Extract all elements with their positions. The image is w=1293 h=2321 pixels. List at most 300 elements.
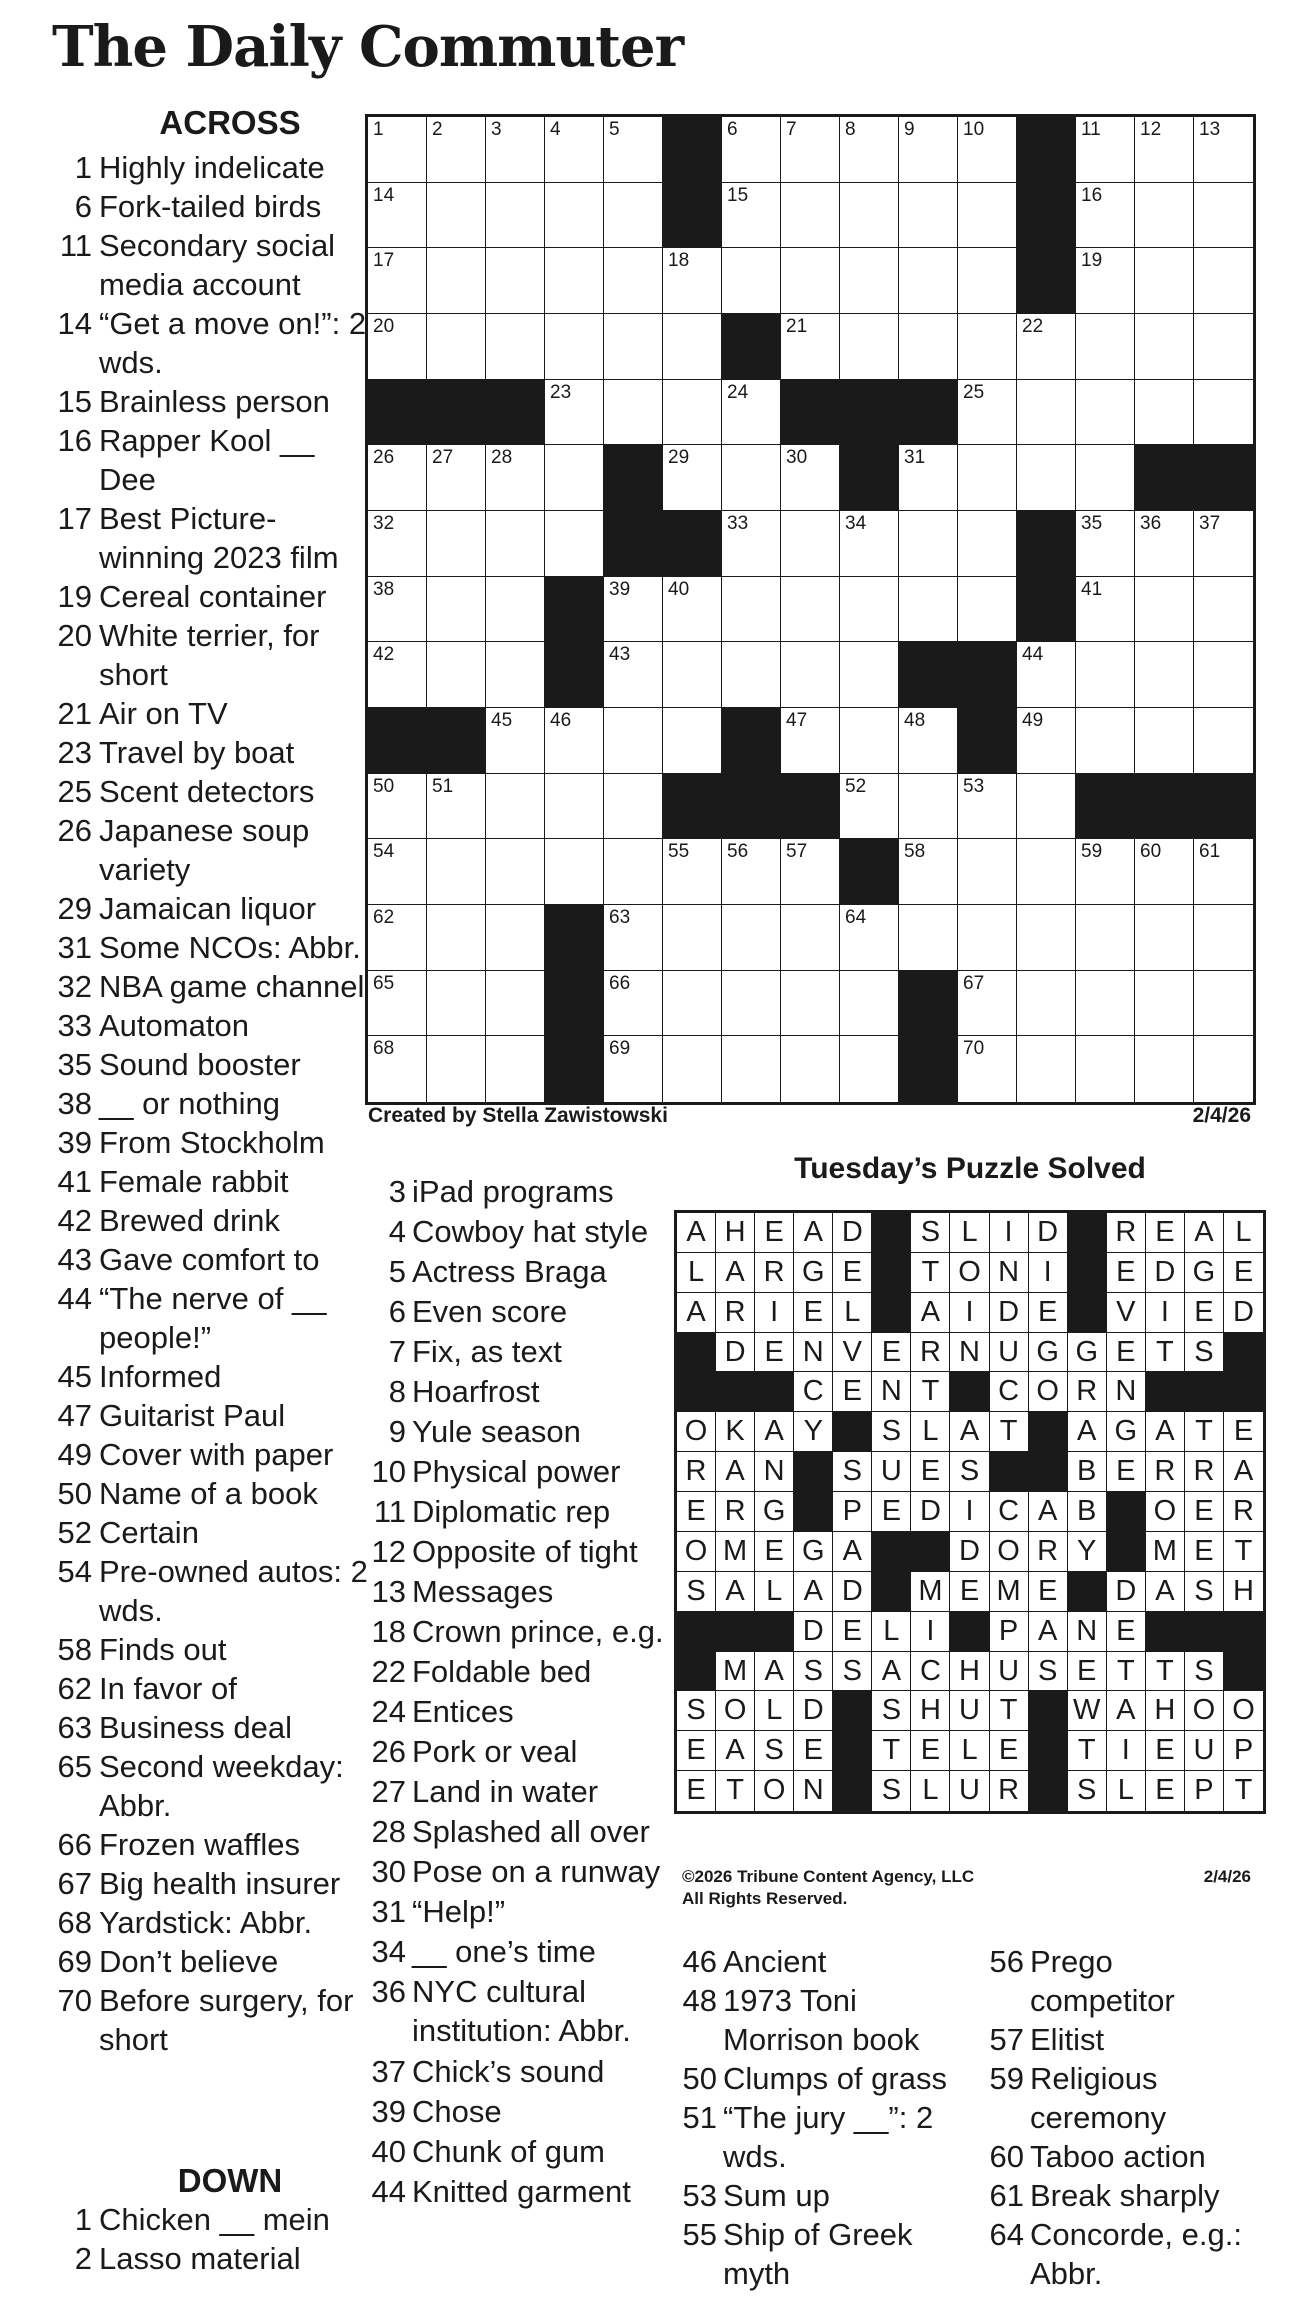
grid-cell[interactable] [722, 511, 781, 577]
grid-cell[interactable] [1146, 1213, 1185, 1253]
grid-cell[interactable] [990, 1333, 1029, 1373]
grid-cell[interactable] [1146, 1333, 1185, 1373]
clue-6[interactable] [52, 187, 379, 226]
grid-cell[interactable] [545, 314, 604, 380]
grid-cell[interactable] [1146, 1452, 1185, 1492]
clue-16[interactable] [52, 421, 379, 499]
grid-cell[interactable] [990, 1691, 1029, 1731]
grid-cell[interactable] [486, 511, 545, 577]
grid-cell[interactable] [716, 1572, 755, 1612]
grid-cell[interactable] [911, 1731, 950, 1771]
grid-cell[interactable] [716, 1691, 755, 1731]
grid-cell[interactable] [427, 774, 486, 840]
grid-cell[interactable] [1185, 1213, 1224, 1253]
grid-cell[interactable] [872, 1652, 911, 1692]
grid-cell[interactable] [872, 1372, 911, 1412]
clue-39[interactable] [360, 2092, 680, 2131]
grid-cell[interactable] [872, 1612, 911, 1652]
grid-cell[interactable] [781, 708, 840, 774]
grid-cell[interactable] [899, 445, 958, 511]
grid-cell[interactable] [663, 248, 722, 314]
grid-cell[interactable] [1017, 971, 1076, 1037]
clue-60[interactable] [980, 2137, 1260, 2176]
grid-cell[interactable] [716, 1771, 755, 1811]
grid-cell[interactable] [1194, 708, 1253, 774]
grid-cell[interactable] [899, 905, 958, 971]
grid-cell[interactable] [950, 1412, 989, 1452]
clue-14[interactable] [52, 304, 379, 382]
grid-cell[interactable] [1076, 511, 1135, 577]
grid-cell[interactable] [1029, 1213, 1068, 1253]
grid-cell[interactable] [716, 1452, 755, 1492]
grid-cell[interactable] [1146, 1652, 1185, 1692]
grid-cell[interactable] [1185, 1492, 1224, 1532]
grid-cell[interactable] [677, 1771, 716, 1811]
grid-cell[interactable] [1146, 1771, 1185, 1811]
grid-cell[interactable] [368, 445, 427, 511]
grid-cell[interactable] [794, 1412, 833, 1452]
grid-cell[interactable] [722, 577, 781, 643]
grid-cell[interactable] [1107, 1691, 1146, 1731]
clue-35[interactable] [52, 1045, 379, 1084]
grid-cell[interactable] [1224, 1253, 1263, 1293]
grid-cell[interactable] [1107, 1333, 1146, 1373]
clue-8[interactable] [360, 1372, 680, 1411]
clue-49[interactable] [52, 1435, 379, 1474]
grid-cell[interactable] [1107, 1572, 1146, 1612]
grid-cell[interactable] [1017, 708, 1076, 774]
clue-67[interactable] [52, 1864, 379, 1903]
grid-cell[interactable] [833, 1652, 872, 1692]
grid-cell[interactable] [1076, 314, 1135, 380]
grid-cell[interactable] [781, 971, 840, 1037]
grid-cell[interactable] [722, 445, 781, 511]
grid-cell[interactable] [1076, 708, 1135, 774]
clue-61[interactable] [980, 2176, 1260, 2215]
grid-cell[interactable] [958, 577, 1017, 643]
clue-38[interactable] [52, 1084, 379, 1123]
grid-cell[interactable] [1194, 511, 1253, 577]
grid-cell[interactable] [1194, 248, 1253, 314]
grid-cell[interactable] [427, 314, 486, 380]
grid-cell[interactable] [872, 1333, 911, 1373]
grid-cell[interactable] [1146, 1412, 1185, 1452]
grid-cell[interactable] [990, 1572, 1029, 1612]
grid-cell[interactable] [911, 1412, 950, 1452]
grid-cell[interactable] [1224, 1771, 1263, 1811]
grid-cell[interactable] [604, 774, 663, 840]
clue-62[interactable] [52, 1669, 379, 1708]
grid-cell[interactable] [368, 774, 427, 840]
grid-cell[interactable] [427, 248, 486, 314]
grid-cell[interactable] [990, 1652, 1029, 1692]
clue-68[interactable] [52, 1903, 379, 1942]
grid-cell[interactable] [833, 1572, 872, 1612]
grid-cell[interactable] [958, 774, 1017, 840]
grid-cell[interactable] [1135, 839, 1194, 905]
grid-cell[interactable] [899, 774, 958, 840]
grid-cell[interactable] [1146, 1492, 1185, 1532]
grid-cell[interactable] [755, 1293, 794, 1333]
grid-cell[interactable] [1017, 642, 1076, 708]
clue-50[interactable] [52, 1474, 379, 1513]
grid-cell[interactable] [990, 1771, 1029, 1811]
grid-cell[interactable] [833, 1532, 872, 1572]
grid-cell[interactable] [677, 1731, 716, 1771]
grid-cell[interactable] [1185, 1452, 1224, 1492]
clue-4[interactable] [360, 1212, 680, 1251]
clue-19[interactable] [52, 577, 379, 616]
grid-cell[interactable] [1107, 1452, 1146, 1492]
grid-cell[interactable] [990, 1492, 1029, 1532]
grid-cell[interactable] [990, 1372, 1029, 1412]
grid-cell[interactable] [958, 314, 1017, 380]
clue-26[interactable] [360, 1732, 680, 1771]
grid-cell[interactable] [1194, 642, 1253, 708]
grid-cell[interactable] [486, 905, 545, 971]
grid-cell[interactable] [755, 1652, 794, 1692]
grid-cell[interactable] [427, 117, 486, 183]
clue-56[interactable] [980, 1942, 1260, 2020]
clue-37[interactable] [360, 2052, 680, 2091]
grid-cell[interactable] [368, 248, 427, 314]
clue-36[interactable] [360, 1972, 680, 2050]
grid-cell[interactable] [1185, 1572, 1224, 1612]
grid-cell[interactable] [1224, 1213, 1263, 1253]
grid-cell[interactable] [1029, 1372, 1068, 1412]
grid-cell[interactable] [604, 117, 663, 183]
grid-cell[interactable] [486, 117, 545, 183]
clue-9[interactable] [360, 1412, 680, 1451]
grid-cell[interactable] [427, 183, 486, 249]
grid-cell[interactable] [950, 1253, 989, 1293]
grid-cell[interactable] [755, 1333, 794, 1373]
grid-cell[interactable] [368, 314, 427, 380]
clue-32[interactable] [52, 967, 379, 1006]
grid-cell[interactable] [1135, 905, 1194, 971]
grid-cell[interactable] [1185, 1333, 1224, 1373]
grid-cell[interactable] [1076, 839, 1135, 905]
grid-cell[interactable] [677, 1412, 716, 1452]
grid-cell[interactable] [716, 1253, 755, 1293]
grid-cell[interactable] [368, 117, 427, 183]
grid-cell[interactable] [794, 1652, 833, 1692]
grid-cell[interactable] [716, 1333, 755, 1373]
grid-cell[interactable] [545, 445, 604, 511]
grid-cell[interactable] [990, 1253, 1029, 1293]
grid-cell[interactable] [899, 511, 958, 577]
grid-cell[interactable] [722, 380, 781, 446]
grid-cell[interactable] [1029, 1652, 1068, 1692]
grid-cell[interactable] [1017, 839, 1076, 905]
grid-cell[interactable] [677, 1532, 716, 1572]
grid-cell[interactable] [604, 577, 663, 643]
grid-cell[interactable] [1135, 971, 1194, 1037]
grid-cell[interactable] [1029, 1333, 1068, 1373]
clue-53[interactable] [672, 2176, 973, 2215]
grid-cell[interactable] [755, 1412, 794, 1452]
grid-cell[interactable] [781, 905, 840, 971]
grid-cell[interactable] [1224, 1731, 1263, 1771]
grid-cell[interactable] [604, 708, 663, 774]
clue-57[interactable] [980, 2020, 1260, 2059]
grid-cell[interactable] [368, 511, 427, 577]
grid-cell[interactable] [755, 1771, 794, 1811]
grid-cell[interactable] [990, 1213, 1029, 1253]
grid-cell[interactable] [1068, 1452, 1107, 1492]
grid-cell[interactable] [840, 971, 899, 1037]
grid-cell[interactable] [722, 183, 781, 249]
grid-cell[interactable] [545, 380, 604, 446]
clue-69[interactable] [52, 1942, 379, 1981]
grid-cell[interactable] [794, 1612, 833, 1652]
clue-58[interactable] [52, 1630, 379, 1669]
grid-cell[interactable] [1029, 1293, 1068, 1333]
clue-1[interactable] [52, 2200, 379, 2239]
grid-cell[interactable] [1224, 1293, 1263, 1333]
clue-59[interactable] [980, 2059, 1260, 2137]
grid-cell[interactable] [677, 1253, 716, 1293]
grid-cell[interactable] [958, 248, 1017, 314]
grid-cell[interactable] [716, 1412, 755, 1452]
grid-cell[interactable] [1068, 1691, 1107, 1731]
grid-cell[interactable] [716, 1652, 755, 1692]
grid-cell[interactable] [990, 1293, 1029, 1333]
grid-cell[interactable] [677, 1572, 716, 1612]
grid-cell[interactable] [1029, 1253, 1068, 1293]
grid-cell[interactable] [911, 1771, 950, 1811]
clue-42[interactable] [52, 1201, 379, 1240]
grid-cell[interactable] [1029, 1572, 1068, 1612]
grid-cell[interactable] [1194, 577, 1253, 643]
grid-cell[interactable] [427, 577, 486, 643]
grid-cell[interactable] [911, 1492, 950, 1532]
clue-22[interactable] [360, 1652, 680, 1691]
grid-cell[interactable] [368, 1036, 427, 1102]
grid-cell[interactable] [840, 511, 899, 577]
grid-cell[interactable] [368, 971, 427, 1037]
grid-cell[interactable] [368, 642, 427, 708]
grid-cell[interactable] [604, 314, 663, 380]
clue-43[interactable] [52, 1240, 379, 1279]
grid-cell[interactable] [716, 1213, 755, 1253]
grid-cell[interactable] [545, 248, 604, 314]
grid-cell[interactable] [486, 971, 545, 1037]
grid-cell[interactable] [950, 1293, 989, 1333]
grid-cell[interactable] [722, 642, 781, 708]
grid-cell[interactable] [833, 1253, 872, 1293]
grid-cell[interactable] [1135, 642, 1194, 708]
clue-11[interactable] [360, 1492, 680, 1531]
grid-cell[interactable] [545, 774, 604, 840]
grid-cell[interactable] [1185, 1652, 1224, 1692]
grid-cell[interactable] [781, 1036, 840, 1102]
clue-12[interactable] [360, 1532, 680, 1571]
grid-cell[interactable] [794, 1572, 833, 1612]
grid-cell[interactable] [368, 839, 427, 905]
grid-cell[interactable] [604, 839, 663, 905]
grid-cell[interactable] [716, 1532, 755, 1572]
grid-cell[interactable] [486, 445, 545, 511]
grid-cell[interactable] [794, 1731, 833, 1771]
clue-21[interactable] [52, 694, 379, 733]
grid-cell[interactable] [840, 905, 899, 971]
grid-cell[interactable] [1017, 905, 1076, 971]
clue-40[interactable] [360, 2132, 680, 2171]
clue-44[interactable] [360, 2172, 680, 2211]
grid-cell[interactable] [872, 1771, 911, 1811]
grid-cell[interactable] [1017, 445, 1076, 511]
grid-cell[interactable] [1107, 1293, 1146, 1333]
grid-cell[interactable] [958, 971, 1017, 1037]
grid-cell[interactable] [1068, 1652, 1107, 1692]
grid-cell[interactable] [781, 445, 840, 511]
grid-cell[interactable] [990, 1532, 1029, 1572]
grid-cell[interactable] [1185, 1691, 1224, 1731]
grid-cell[interactable] [911, 1612, 950, 1652]
clue-10[interactable] [360, 1452, 680, 1491]
grid-cell[interactable] [911, 1652, 950, 1692]
grid-cell[interactable] [990, 1731, 1029, 1771]
grid-cell[interactable] [716, 1293, 755, 1333]
grid-cell[interactable] [1068, 1492, 1107, 1532]
grid-cell[interactable] [1194, 380, 1253, 446]
grid-cell[interactable] [1029, 1612, 1068, 1652]
grid-cell[interactable] [911, 1293, 950, 1333]
grid-cell[interactable] [1017, 380, 1076, 446]
grid-cell[interactable] [486, 839, 545, 905]
grid-cell[interactable] [1076, 380, 1135, 446]
grid-cell[interactable] [840, 642, 899, 708]
grid-cell[interactable] [911, 1333, 950, 1373]
clue-26[interactable] [52, 811, 379, 889]
clue-45[interactable] [52, 1357, 379, 1396]
grid-cell[interactable] [427, 905, 486, 971]
grid-cell[interactable] [604, 642, 663, 708]
grid-cell[interactable] [427, 642, 486, 708]
grid-cell[interactable] [1185, 1412, 1224, 1452]
grid-cell[interactable] [781, 117, 840, 183]
clue-2[interactable] [52, 2239, 379, 2278]
clue-51[interactable] [672, 2098, 973, 2176]
grid-cell[interactable] [1017, 1036, 1076, 1102]
grid-cell[interactable] [833, 1492, 872, 1532]
grid-cell[interactable] [1068, 1731, 1107, 1771]
grid-cell[interactable] [486, 314, 545, 380]
grid-cell[interactable] [872, 1452, 911, 1492]
clue-6[interactable] [360, 1292, 680, 1331]
grid-cell[interactable] [722, 1036, 781, 1102]
grid-cell[interactable] [794, 1253, 833, 1293]
grid-cell[interactable] [427, 1036, 486, 1102]
grid-cell[interactable] [604, 183, 663, 249]
grid-cell[interactable] [1135, 511, 1194, 577]
grid-cell[interactable] [604, 380, 663, 446]
grid-cell[interactable] [833, 1293, 872, 1333]
grid-cell[interactable] [545, 708, 604, 774]
grid-cell[interactable] [663, 905, 722, 971]
grid-cell[interactable] [545, 839, 604, 905]
grid-cell[interactable] [677, 1452, 716, 1492]
grid-cell[interactable] [545, 117, 604, 183]
grid-cell[interactable] [911, 1452, 950, 1492]
grid-cell[interactable] [1185, 1293, 1224, 1333]
grid-cell[interactable] [722, 117, 781, 183]
grid-cell[interactable] [840, 577, 899, 643]
grid-cell[interactable] [1185, 1253, 1224, 1293]
grid-cell[interactable] [840, 117, 899, 183]
grid-cell[interactable] [722, 839, 781, 905]
grid-cell[interactable] [958, 839, 1017, 905]
clue-15[interactable] [52, 382, 379, 421]
grid-cell[interactable] [1194, 905, 1253, 971]
grid-cell[interactable] [958, 511, 1017, 577]
grid-cell[interactable] [1107, 1372, 1146, 1412]
clue-5[interactable] [360, 1252, 680, 1291]
grid-cell[interactable] [1224, 1691, 1263, 1731]
clue-27[interactable] [360, 1772, 680, 1811]
grid-cell[interactable] [794, 1691, 833, 1731]
grid-cell[interactable] [950, 1691, 989, 1731]
grid-cell[interactable] [899, 314, 958, 380]
clue-25[interactable] [52, 772, 379, 811]
clue-28[interactable] [360, 1812, 680, 1851]
grid-cell[interactable] [950, 1452, 989, 1492]
grid-cell[interactable] [1107, 1731, 1146, 1771]
grid-cell[interactable] [794, 1213, 833, 1253]
grid-cell[interactable] [1135, 117, 1194, 183]
grid-cell[interactable] [368, 905, 427, 971]
grid-cell[interactable] [663, 314, 722, 380]
grid-cell[interactable] [781, 511, 840, 577]
clue-13[interactable] [360, 1572, 680, 1611]
grid-cell[interactable] [1076, 445, 1135, 511]
grid-cell[interactable] [1076, 1036, 1135, 1102]
grid-cell[interactable] [1107, 1652, 1146, 1692]
grid-cell[interactable] [427, 445, 486, 511]
grid-cell[interactable] [1135, 577, 1194, 643]
grid-cell[interactable] [794, 1333, 833, 1373]
grid-cell[interactable] [722, 248, 781, 314]
grid-cell[interactable] [1224, 1492, 1263, 1532]
grid-cell[interactable] [840, 248, 899, 314]
grid-cell[interactable] [755, 1731, 794, 1771]
grid-cell[interactable] [958, 117, 1017, 183]
grid-cell[interactable] [911, 1691, 950, 1731]
grid-cell[interactable] [911, 1372, 950, 1412]
grid-cell[interactable] [1135, 314, 1194, 380]
grid-cell[interactable] [781, 577, 840, 643]
grid-cell[interactable] [1107, 1412, 1146, 1452]
grid-cell[interactable] [1017, 314, 1076, 380]
grid-cell[interactable] [990, 1412, 1029, 1452]
grid-cell[interactable] [716, 1731, 755, 1771]
clue-52[interactable] [52, 1513, 379, 1552]
grid-cell[interactable] [1146, 1731, 1185, 1771]
grid-cell[interactable] [677, 1492, 716, 1532]
grid-cell[interactable] [1135, 248, 1194, 314]
grid-cell[interactable] [1146, 1691, 1185, 1731]
grid-cell[interactable] [545, 183, 604, 249]
grid-cell[interactable] [1068, 1333, 1107, 1373]
clue-17[interactable] [52, 499, 379, 577]
grid-cell[interactable] [950, 1333, 989, 1373]
grid-cell[interactable] [1194, 971, 1253, 1037]
grid-cell[interactable] [755, 1253, 794, 1293]
grid-cell[interactable] [486, 708, 545, 774]
grid-cell[interactable] [1135, 708, 1194, 774]
grid-cell[interactable] [1076, 117, 1135, 183]
